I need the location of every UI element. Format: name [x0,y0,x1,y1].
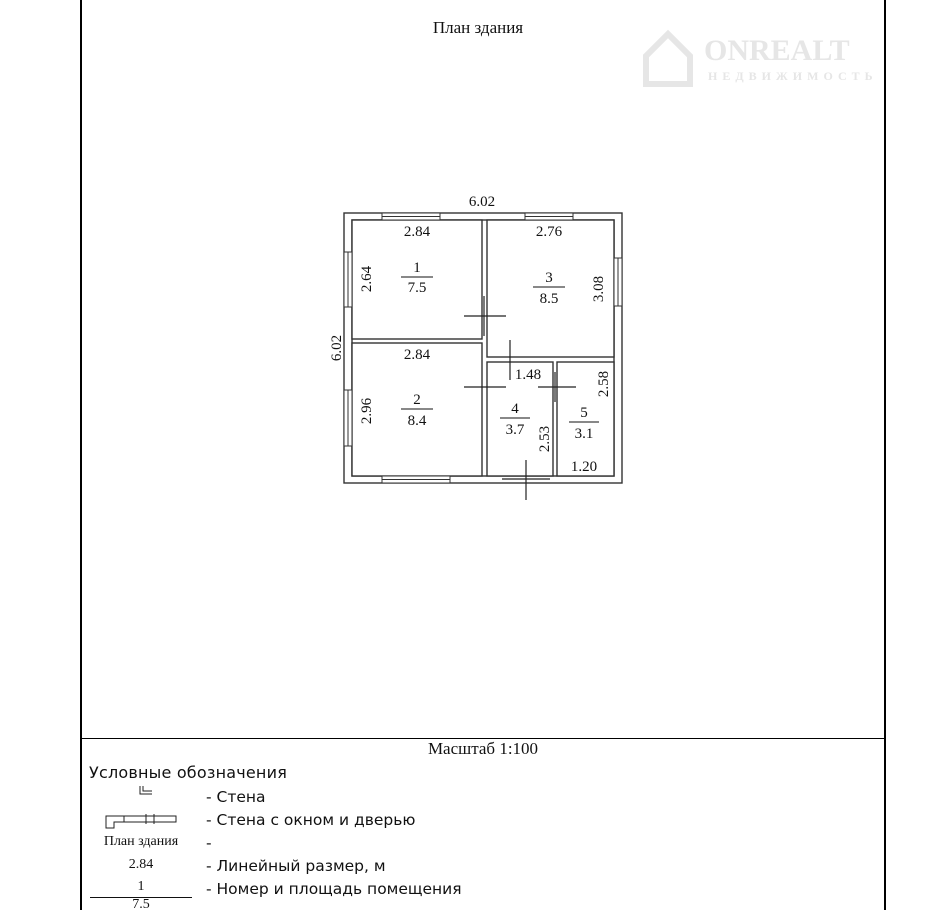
legend-title: Условные обозначения [89,763,288,782]
room-3-number: 3 [545,270,553,286]
room-4-number: 4 [511,401,519,417]
dim-room2-side: 2.96 [359,397,375,425]
room-2-number: 2 [413,392,421,408]
legend-item-room: - Номер и площадь помещения [206,880,462,898]
wall-window-door-symbol-icon [106,816,176,828]
scale-label: Масштаб 1:100 [427,739,539,758]
dim-room3-side: 3.08 [591,275,607,303]
dim-room3-top: 2.76 [535,224,563,240]
dim-room2-top: 2.84 [403,347,431,363]
dim-room1-side: 2.64 [359,265,375,293]
wall-symbol-icon [140,786,152,794]
room-1-number: 1 [413,260,421,276]
watermark-sub: НЕДВИЖИМОСТЬ [708,69,878,83]
dim-room1-top: 2.84 [403,224,431,240]
legend-sample-room-number: 1 [137,879,145,894]
legend-item-wall-window-door: - Стена с окном и дверью [206,811,416,829]
room-5-area: 3.1 [574,426,594,442]
room-1-area: 7.5 [407,280,427,296]
dim-room4-side: 2.53 [537,425,553,453]
dim-overall-height: 6.02 [329,334,345,362]
dim-overall-width: 6.02 [468,194,496,210]
room-2-area: 8.4 [407,413,427,429]
legend-item-dimension: - Линейный размер, м [206,857,386,875]
room-5-number: 5 [580,405,588,421]
watermark-brand: ONREALT [704,34,850,67]
room-4-area: 3.7 [505,422,525,438]
legend-sample-room-area: 7.5 [132,897,150,912]
room-3-area: 8.5 [539,291,559,307]
dim-room5-side: 2.58 [596,370,612,398]
page-title: План здания [432,18,524,37]
dim-corridor-width: 1.48 [514,367,542,383]
dim-room5-bottom: 1.20 [570,459,598,475]
legend-item-wall: - Стена [206,788,266,806]
legend-sample-dimension: 2.84 [128,857,154,872]
legend-sample-plan-label: План здания [103,834,179,849]
legend-item-plan: - [206,834,212,852]
